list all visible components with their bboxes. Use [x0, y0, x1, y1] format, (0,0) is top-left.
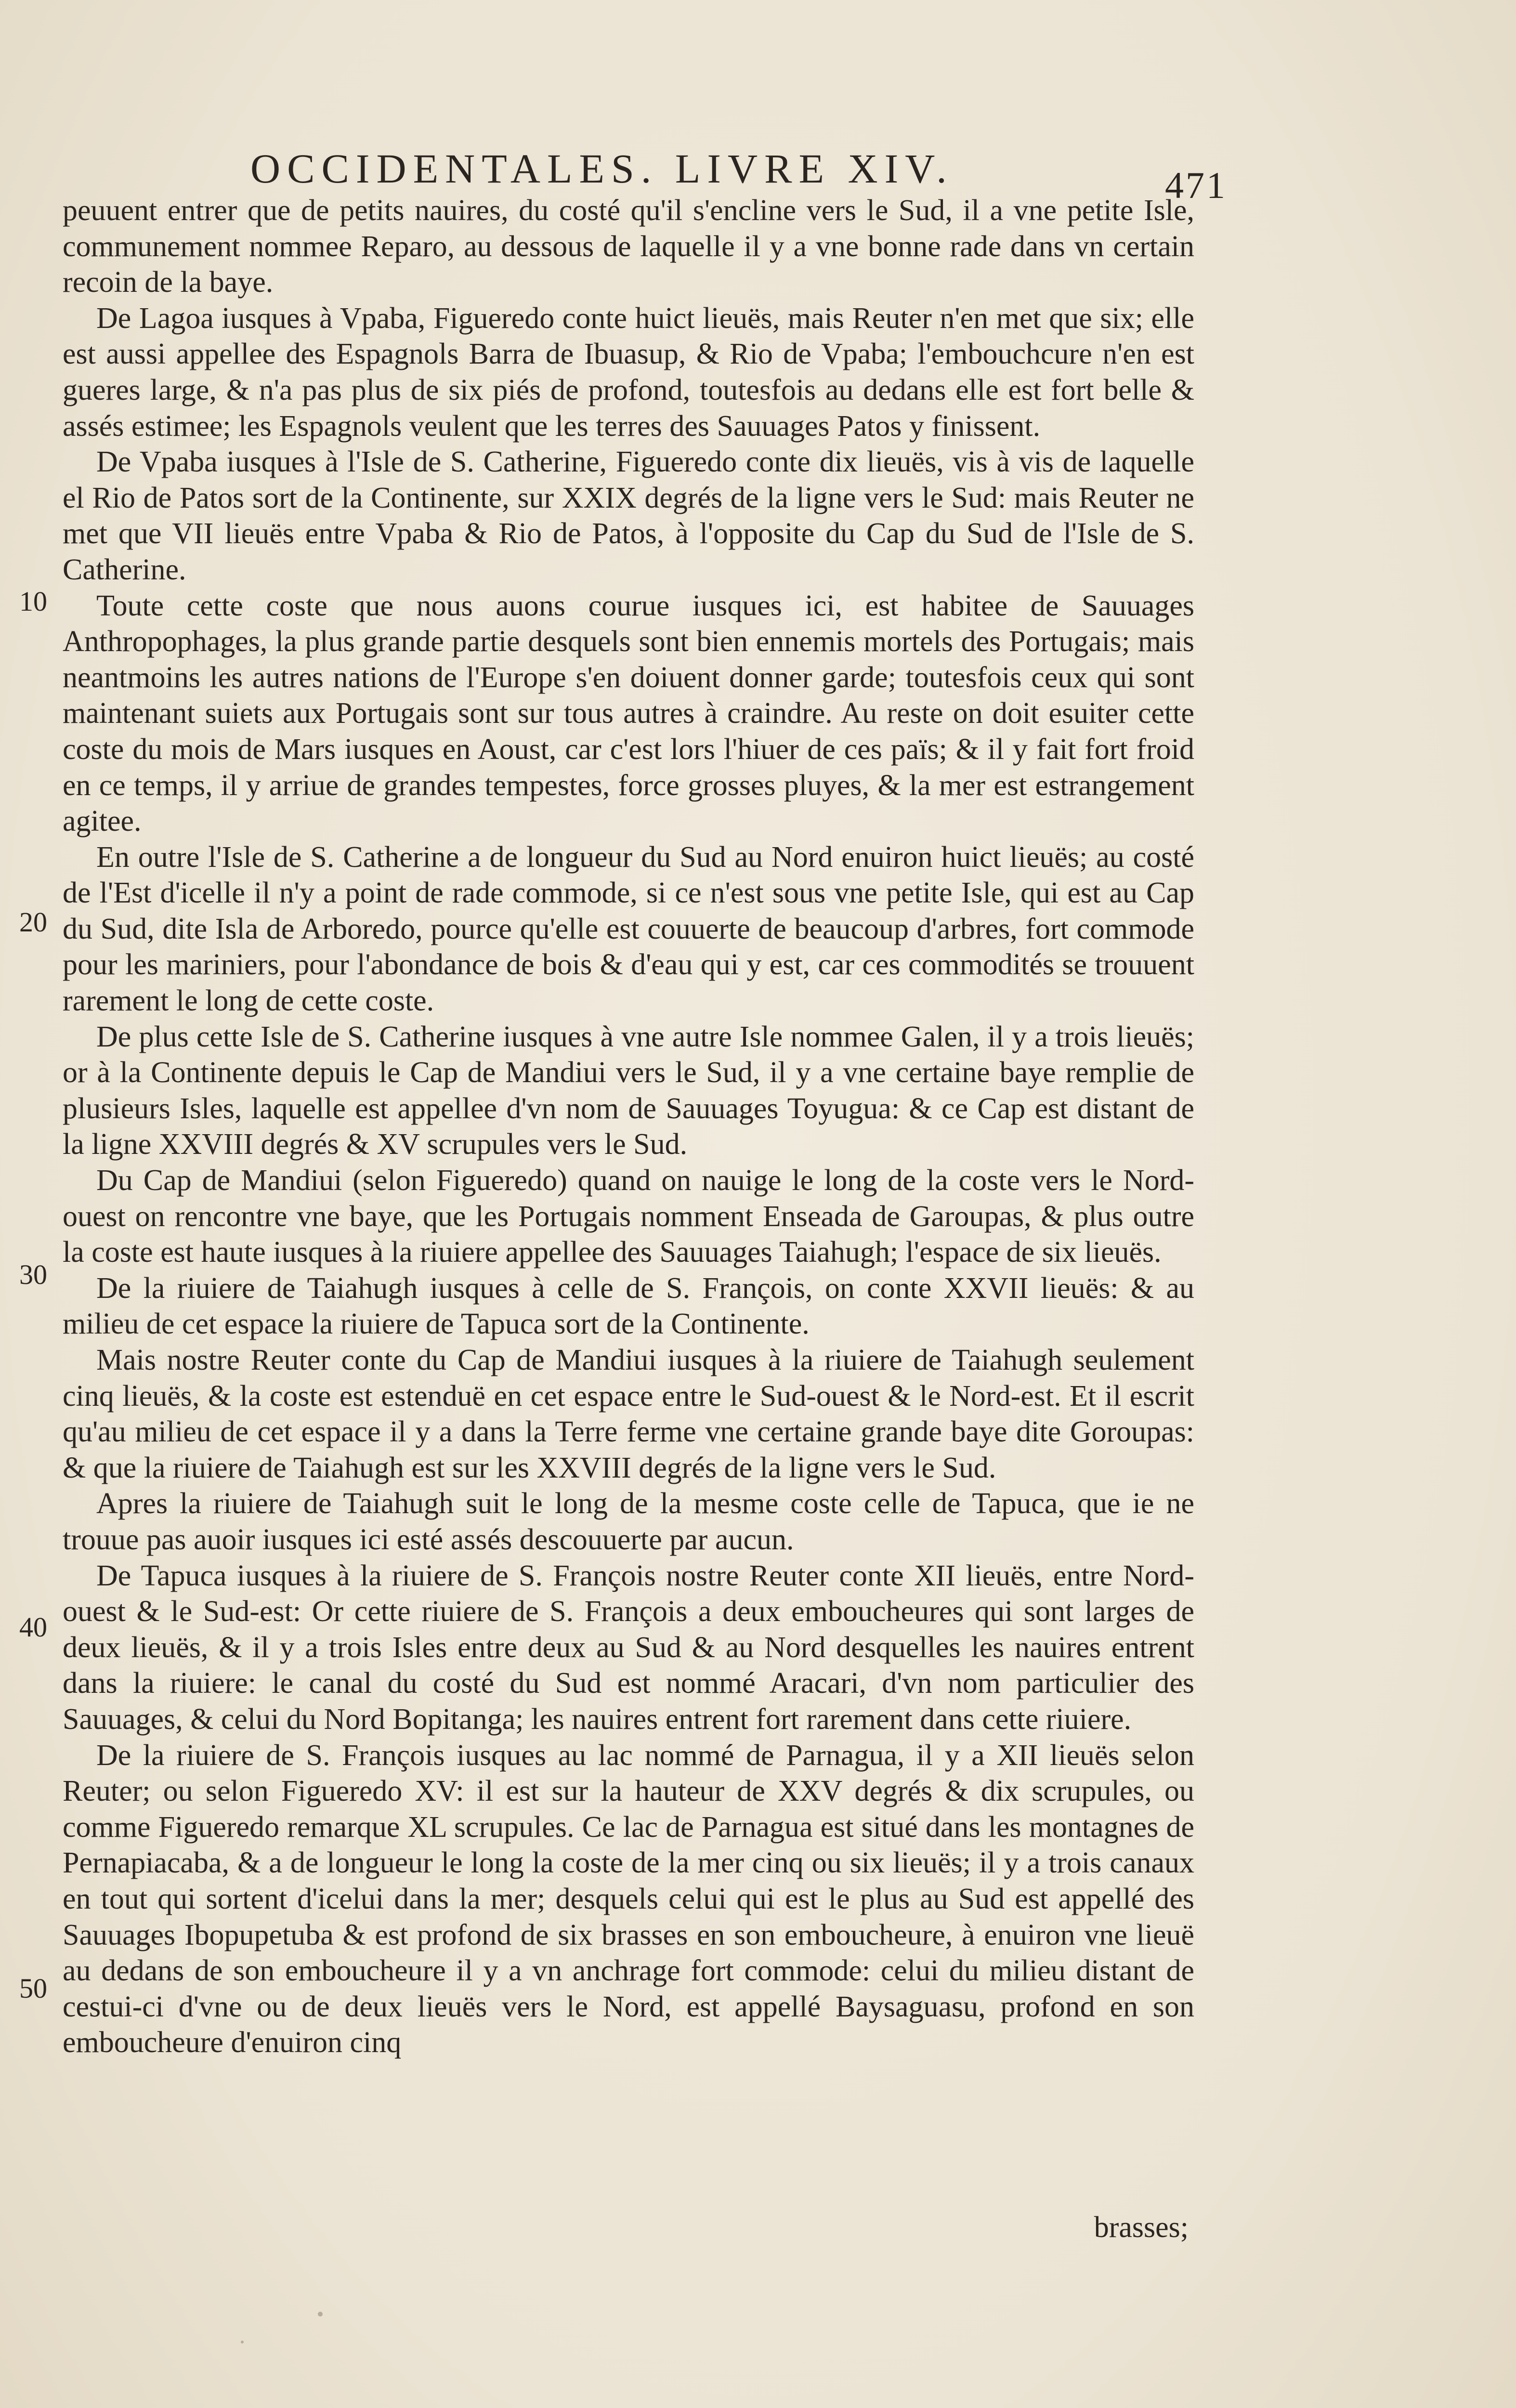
paragraph: Mais nostre Reuter conte du Cap de Mandiui iusques à la riuiere de Taiahugh seulement cinq lieuës, & la coste est estenduë en cet espace entre le Sud-ouest & le Nord-est. Et il escrit qu'au milieu de cet espace il y a dans la Terre ferme vne certaine grande baye dite Goroupas: & que la riuiere de Taiahugh est sur les XXVIII degrés de la ligne vers le Sud. — [63, 1344, 1194, 1484]
line-number-30: 30 — [19, 1259, 47, 1290]
catchword: brasses; — [1094, 2211, 1189, 2244]
paragraph: De plus cette Isle de S. Catherine iusques à vne autre Isle nommee Galen, il y a trois lieuës; or à la Continente depuis le Cap de Mandiui vers le Sud, il y a vne certaine baye remplie de plusieurs Isles, laquelle est appellee d'vn nom de Sauuages Toyugua: & ce Cap est distant de la ligne XXVIII degrés & XV scrupules vers le Sud. — [63, 1020, 1194, 1161]
paragraph: De Lagoa iusques à Vpaba, Figueredo conte huict lieuës, mais Reuter n'en met que six; elle est aussi appellee des Espagnols Barra de Ibuasup, & Rio de Vpaba; l'embouchcure n'en est gueres large, & n'a pas plus de six piés de profond, toutesfois au dedans elle est fort belle & assés estimee; les Espagnols veulent que les terres des Sauuages Patos y finissent. — [63, 301, 1194, 443]
paragraph: Toute cette coste que nous auons courue iusques ici, est habitee de Sauuages Anthropophages, la plus grande partie desquels sont bien ennemis mortels des Portugais; mais neantmoins les autres nations de l'Europe s'en doiuent donner garde; toutesfois ceux qui sont maintenant suiets aux Portugais sont sur tous autres à craindre. Au reste on doit esuiter cette coste du mois de Mars iusques en Aoust, car c'est lors l'hiuer de ces païs; & il y fait fort froid en ce temps, il y arriue de grandes tempestes, force grosses pluyes, & la mer est estrangement agitee. — [63, 589, 1194, 838]
paragraph: En outre l'Isle de S. Catherine a de longueur du Sud au Nord enuiron huict lieuës; au costé de l'Est d'icelle il n'y a point de rade commode, si ce n'est sous vne petite Isle, qui est au Cap du Sud, dite Isla de Arboredo, pource qu'elle est couuerte de beaucoup d'arbres, fort commode pour les mariniers, pour l'abondance de bois & d'eau qui y est, car ces commodités se trouuent rarement le long de cette coste. — [63, 840, 1194, 1018]
paper-speck — [318, 2312, 323, 2316]
paragraph: peuuent entrer que de petits nauires, du costé qu'il s'encline vers le Sud, il a vne petite Isle, communement nommee Reparo, au dessous de laquelle il y a vne bonne rade dans vn certain recoin de la baye. — [63, 194, 1194, 299]
paragraph: De Vpaba iusques à l'Isle de S. Catherine, Figueredo conte dix lieuës, vis à vis de laquelle el Rio de Patos sort de la Continente, sur XXIX degrés de la ligne vers le Sud: mais Reuter ne met que VII lieuës entre Vpaba & Rio de Patos, à l'opposite du Cap du Sud de l'Isle de S. Catherine. — [63, 445, 1194, 586]
paragraph: Du Cap de Mandiui (selon Figueredo) quand on nauige le long de la coste vers le Nord-ouest on rencontre vne baye, que les Portugais nomment Enseada de Garoupas, & plus outre la coste est haute iusques à la riuiere appellee des Sauuages Taiahugh; l'espace de six lieuës. — [63, 1164, 1194, 1269]
paragraph: Apres la riuiere de Taiahugh suit le long de la mesme coste celle de Tapuca, que ie ne trouue pas auoir iusques ici esté assés descouuerte par aucun. — [63, 1487, 1194, 1556]
paper-speck — [241, 2341, 244, 2343]
paragraph: De la riuiere de S. François iusques au lac nommé de Parnagua, il y a XII lieuës selon Reuter; ou selon Figueredo XV: il est sur la hauteur de XXV degrés & dix scrupules, ou comme Figueredo remarque XL scrupules. Ce lac de Parnagua est situé dans les montagnes de Pernapiacaba, & a de longueur le long la coste de la mer cinq ou six lieuës; il y a trois canaux en tout qui sortent d'icelui dans la mer; desquels celui qui est le plus au Sud est appellé des Sauuages Ibopupetuba & est profond de six brasses en son emboucheure, à enuiron vne lieuë au dedans de son emboucheure il y a vn anchrage fort commode: celui du milieu distant de cestui-ci d'vne ou de deux lieuës vers le Nord, est appellé Baysaguasu, profond en son emboucheure d'enuiron cinq — [63, 1739, 1194, 2059]
running-title: OCCIDENTALES. LIVRE XIV. — [250, 145, 954, 192]
line-number-50: 50 — [19, 1973, 47, 2004]
page-number: 471 — [1165, 164, 1227, 206]
body-text — [63, 193, 1194, 2061]
line-number-40: 40 — [19, 1611, 47, 1643]
paragraph: De la riuiere de Taiahugh iusques à celle de S. François, on conte XXVII lieuës: & au milieu de cet espace la riuiere de Tapuca sort de la Continente. — [63, 1271, 1194, 1341]
line-number-10: 10 — [19, 586, 47, 617]
paragraph: De Tapuca iusques à la riuiere de S. François nostre Reuter conte XII lieuës, entre Nord-ouest & le Sud-est: Or cette riuiere de S. François a deux emboucheures qui sont larges de deux lieuës, & il y a trois Isles entre deux au Sud & au Nord desquelles les nauires entrent dans la riuiere: le canal du costé du Sud est nommé Aracari, d'vn nom particulier des Sauuages, & celui du Nord Bopitanga; les nauires entrent fort rarement dans cette riuiere. — [63, 1559, 1194, 1736]
line-number-20: 20 — [19, 906, 47, 938]
